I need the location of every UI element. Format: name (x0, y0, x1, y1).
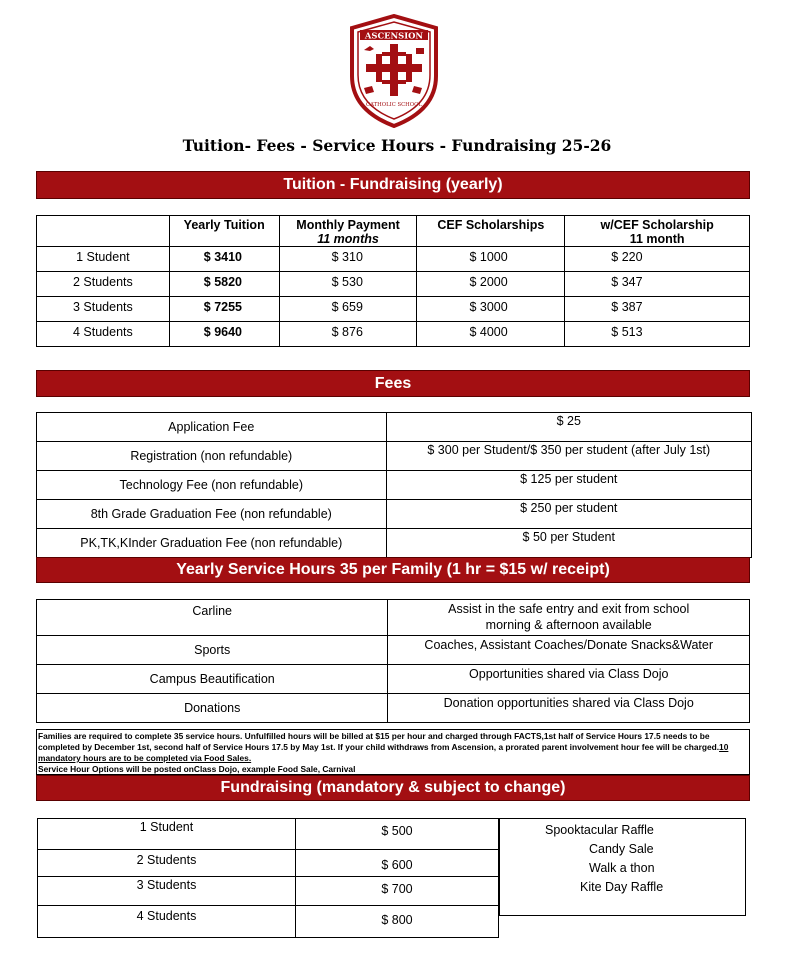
student-count: 3 Students (37, 297, 170, 322)
fundraising-event: Candy Sale (589, 842, 654, 856)
fees-banner: Fees (36, 370, 750, 397)
table-row (38, 877, 499, 906)
fee-label: Application Fee (37, 413, 387, 442)
table-row (37, 665, 750, 694)
service-hours-policy (36, 729, 750, 775)
cef-scholarship: $ 2000 (417, 272, 565, 297)
policy-options-text: Service Hour Options will be posted onClass Dojo, example Food Sale, Carnival (38, 764, 356, 774)
table-header-row (37, 216, 750, 247)
service-label: Campus Beautification (37, 665, 388, 694)
policy-underlined-text: 10 mandatory hours are to be completed via Food Sales. (38, 742, 729, 763)
with-cef-payment: $ 387 (565, 297, 750, 322)
table-row (38, 819, 499, 850)
header-cef-scholarships: CEF Scholarships (417, 216, 565, 247)
cef-scholarship: $ 4000 (417, 322, 565, 347)
fee-value: $ 25 (386, 413, 751, 442)
monthly-payment: $ 876 (279, 322, 417, 347)
table-row (37, 471, 752, 500)
yearly-tuition: $ 3410 (169, 247, 279, 272)
cef-scholarship: $ 1000 (417, 247, 565, 272)
fee-value: $ 125 per student (386, 471, 751, 500)
fundraising-banner: Fundraising (mandatory & subject to change) (36, 775, 750, 801)
table-row (37, 500, 752, 529)
fundraising-event: Walk a thon (589, 861, 655, 875)
service-description: Opportunities shared via Class Dojo (388, 665, 750, 694)
service-description: Assist in the safe entry and exit from school morning & afternoon available (388, 600, 750, 636)
table-row (37, 600, 750, 636)
tuition-table (36, 215, 750, 347)
service-label: Sports (37, 636, 388, 665)
yearly-tuition: $ 9640 (169, 322, 279, 347)
monthly-payment: $ 530 (279, 272, 417, 297)
page-title: Tuition- Fees - Service Hours - Fundraising 25-26 (182, 136, 612, 155)
table-row (37, 272, 750, 297)
header-with-cef: w/CEF Scholarship 11 month (565, 216, 750, 247)
table-row (37, 442, 752, 471)
header-yearly-tuition: Yearly Tuition (169, 216, 279, 247)
service-label: Donations (37, 694, 388, 723)
fundraising-events-box (499, 818, 746, 916)
fee-label: Registration (non refundable) (37, 442, 387, 471)
monthly-payment: $ 310 (279, 247, 417, 272)
table-row (38, 906, 499, 938)
cef-scholarship: $ 3000 (417, 297, 565, 322)
policy-text: Families are required to complete 35 service hours. Unfulfilled hours will be billed at $15 per hour and charged through FACTS,1st half of Service Hours 17.5 needs to be completed by December 1st, second half of Service Hours 17.5 by May 1st. If your child withdraws from Ascension, a prorated parent involvement hour fee will be charged. (38, 731, 720, 752)
fundraising-table (37, 818, 499, 938)
header-monthly-payment: Monthly Payment 11 months (279, 216, 417, 247)
student-count: 1 Student (37, 247, 170, 272)
logo-top-text: ASCENSION (364, 30, 424, 41)
with-cef-payment: $ 513 (565, 322, 750, 347)
fundraising-label: 2 Students (38, 850, 296, 877)
table-row (37, 636, 750, 665)
with-cef-payment: $ 220 (565, 247, 750, 272)
yearly-tuition: $ 7255 (169, 297, 279, 322)
table-row (37, 529, 752, 558)
monthly-payment: $ 659 (279, 297, 417, 322)
fees-table (36, 412, 752, 558)
fee-value: $ 300 per Student/$ 350 per student (after July 1st) (386, 442, 751, 471)
fundraising-amount: $ 500 (295, 819, 498, 850)
fee-label: 8th Grade Graduation Fee (non refundable) (37, 500, 387, 529)
table-row (37, 297, 750, 322)
fee-value: $ 250 per student (386, 500, 751, 529)
fundraising-event: Kite Day Raffle (580, 880, 664, 894)
student-count: 2 Students (37, 272, 170, 297)
school-crest-logo (346, 14, 442, 128)
fundraising-label: 1 Student (38, 819, 296, 850)
table-row (37, 247, 750, 272)
tuition-banner: Tuition - Fundraising (yearly) (36, 171, 750, 199)
fundraising-label: 3 Students (38, 877, 296, 906)
service-hours-table (36, 599, 750, 723)
student-count: 4 Students (37, 322, 170, 347)
header-cell (37, 216, 170, 247)
fundraising-label: 4 Students (38, 906, 296, 938)
table-row (37, 413, 752, 442)
fundraising-amount: $ 600 (295, 850, 498, 877)
table-row (38, 850, 499, 877)
fee-label: Technology Fee (non refundable) (37, 471, 387, 500)
yearly-tuition: $ 5820 (169, 272, 279, 297)
service-description: Donation opportunities shared via Class Dojo (388, 694, 750, 723)
service-hours-banner: Yearly Service Hours 35 per Family (1 hr = $15 w/ receipt) (36, 557, 750, 583)
table-row (37, 322, 750, 347)
table-row (37, 694, 750, 723)
logo-bottom-text: CATHOLIC SCHOOL (366, 102, 422, 108)
fee-value: $ 50 per Student (386, 529, 751, 558)
fundraising-amount: $ 800 (295, 906, 498, 938)
fee-label: PK,TK,KInder Graduation Fee (non refundable) (37, 529, 387, 558)
fundraising-amount: $ 700 (295, 877, 498, 906)
fundraising-event: Spooktacular Raffle (545, 823, 654, 837)
service-label: Carline (37, 600, 388, 636)
service-description: Coaches, Assistant Coaches/Donate Snacks&Water (388, 636, 750, 665)
with-cef-payment: $ 347 (565, 272, 750, 297)
